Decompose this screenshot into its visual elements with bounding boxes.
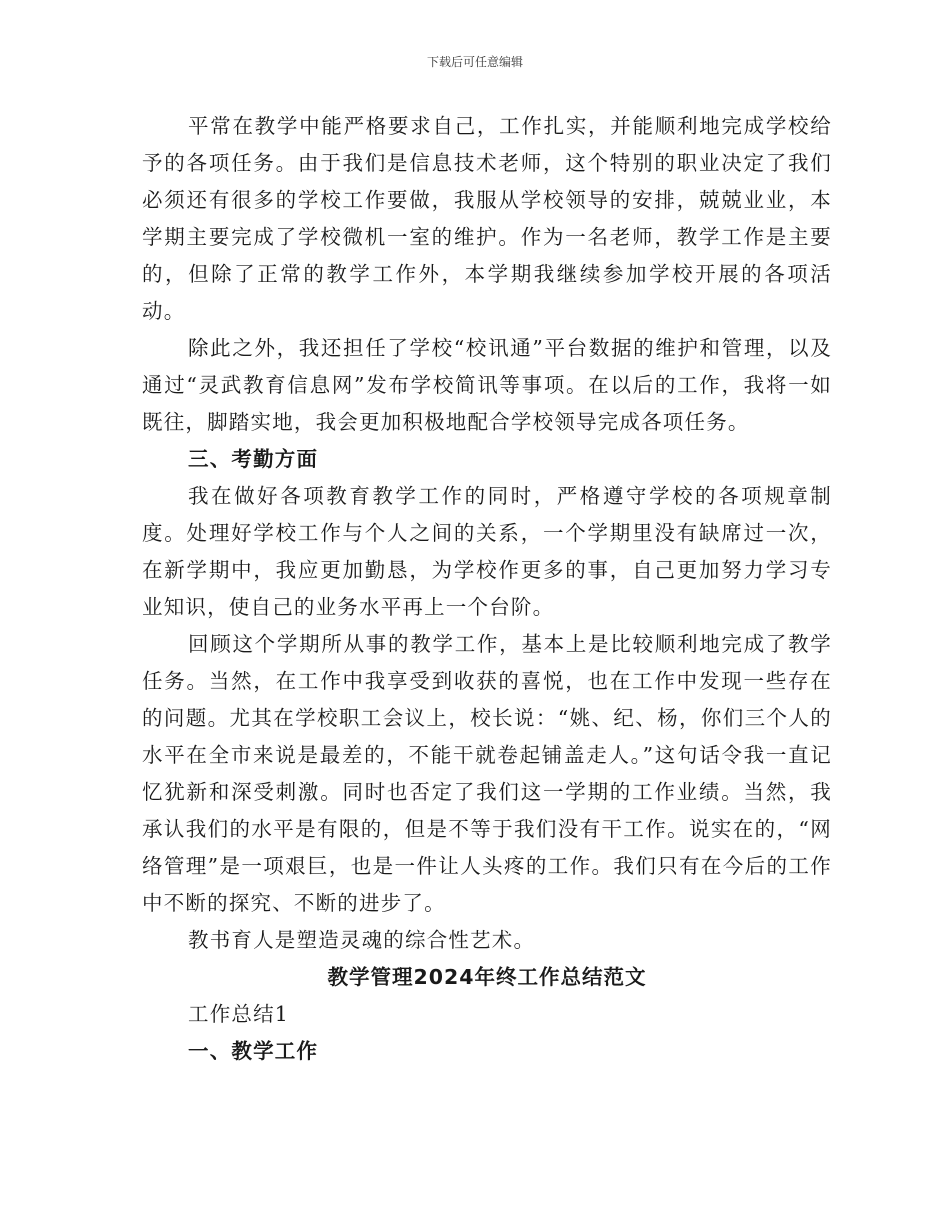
paragraph-attendance: 我在做好各项教育教学工作的同时，严格遵守学校的各项规章制度。处理好学校工作与个人之间的关系，一个学期里没有缺席过一次，在新学期中，我应更加勤恳，为学校作更多的事，自己更加努力学习专业知识，使自己的业务水平再上一个台阶。 <box>142 484 832 619</box>
paragraph-review: 回顾这个学期所从事的教学工作，基本上是比较顺利地完成了教学任务。当然，在工作中我享受到收获的喜悦，也在工作中发现一些存在的问题。尤其在学校职工会议上，校长说：“姚、纪、杨，你们三个人的水平在全市来说是最差的，不能干就卷起铺盖走人。”这句话令我一直记忆犹新和深受刺激。同时也否定了我们这一学期的工作业绩。当然，我承认我们的水平是有限的，但是不等于我们没有干工作。说实在的，“网络管理”是一项艰巨，也是一件让人头疼的工作。我们只有在今后的工作中不断的探究、不断的进步了。 <box>142 632 832 915</box>
document-title: 教学管理2024年终工作总结范文 <box>327 965 647 989</box>
paragraph-closing: 教书育人是塑造灵魂的综合性艺术。 <box>188 928 536 952</box>
paragraph-duties: 平常在教学中能严格要求自己，工作扎实，并能顺利地完成学校给予的各项任务。由于我们是信息技术老师，这个特别的职业决定了我们必须还有很多的学校工作要做，我服从学校领导的安排，兢兢业业，本学期主要完成了学校微机一室的维护。作为一名老师，教学工作是主要的，但除了正常的教学工作外，本学期我继续参加学校开展的各项活动。 <box>142 114 832 323</box>
header-note: 下载后可任意编辑 <box>426 55 523 69</box>
section-heading-attendance: 三、考勤方面 <box>188 447 319 471</box>
document-body <box>142 108 832 1070</box>
subheading-summary-1: 工作总结1 <box>188 1002 290 1026</box>
section-heading-teaching: 一、教学工作 <box>188 1039 319 1063</box>
paragraph-other-tasks: 除此之外，我还担任了学校“校讯通”平台数据的维护和管理，以及通过“灵武教育信息网”发布学校简讯等事项。在以后的工作，我将一如既往，脚踏实地，我会更加积极地配合学校领导完成各项任务。 <box>142 336 832 434</box>
